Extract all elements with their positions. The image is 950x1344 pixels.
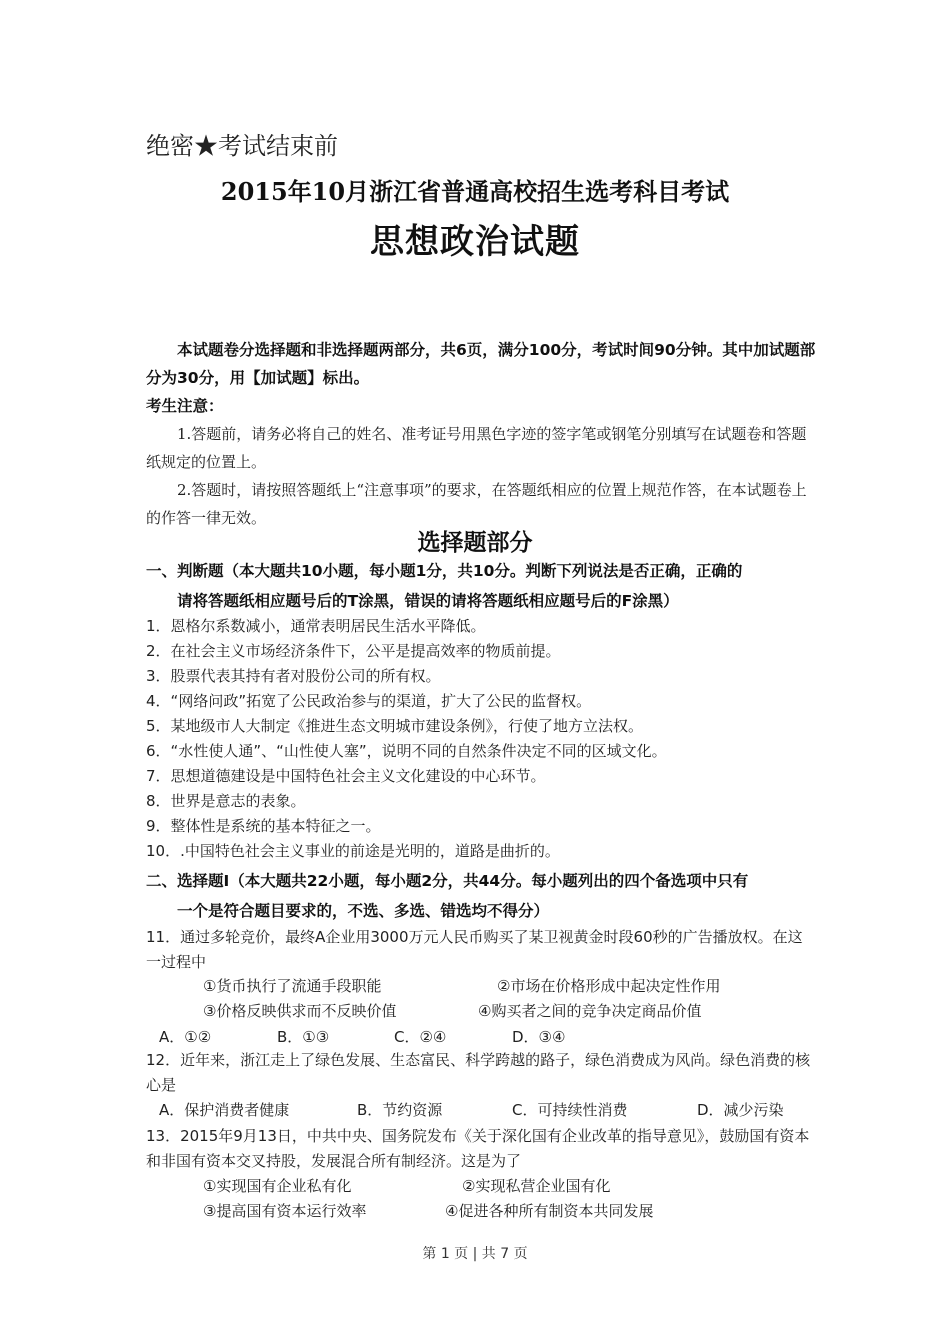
part2-heading-line2: 一个是符合题目要求的，不选、多选、错选均不得分） (177, 902, 550, 920)
question-2: 2．在社会主义市场经济条件下，公平是提高效率的物质前提。 (146, 642, 561, 660)
part2-heading (146, 866, 816, 926)
q11-option-b: B．①③ (277, 1028, 330, 1046)
q13-statement-2: ②实现私营企业国有化 (462, 1177, 611, 1195)
question-4: 4．“网络问政”拓宽了公民政治参与的渠道，扩大了公民的监督权。 (146, 692, 592, 710)
q13-statement-4: ④促进各种所有制资本共同发展 (445, 1202, 654, 1220)
exam-intro (146, 336, 816, 420)
notice-item: 2.答题时，请按照答题纸上“注意事项”的要求，在答题纸相应的位置上规范作答，在本试题卷上的作答一律无效。 (146, 481, 807, 527)
page-footer: 第 1 页 | 共 7 页 (422, 1246, 528, 1262)
section-title: 选择题部分 (417, 530, 533, 556)
secret-mark: 绝密★考试结束前 (146, 132, 338, 160)
question-6: 6．“水性使人通”、“山性使人塞”，说明不同的自然条件决定不同的区域文化。 (146, 742, 667, 760)
question-11-stem: 11．通过多轮竞价，最终A企业用3000万元人民币购买了某卫视黄金时段60秒的广告播放权。在这一过程中 (146, 928, 803, 971)
q13-statement-1: ①实现国有企业私有化 (203, 1177, 352, 1195)
q12-option-c: C．可持续性消费 (512, 1101, 628, 1119)
q11-statement-4: ④购买者之间的竞争决定商品价值 (478, 1002, 702, 1020)
q11-statement-1: ①货币执行了流通手段职能 (203, 977, 382, 995)
intro-text: 本试题卷分选择题和非选择题两部分，共6页，满分100分，考试时间90分钟。其中加试题部分为30分，用【加试题】标出。 (146, 341, 816, 387)
part2-heading-line1: 二、选择题Ⅰ（本大题共22小题，每小题2分，共44分。每小题列出的四个备选项中只有 (146, 872, 749, 890)
q11-option-d: D．③④ (512, 1028, 566, 1046)
question-13-stem: 13．2015年9月13日，中共中央、国务院发布《关于深化国有企业改革的指导意见》，鼓励国有资本和非国有资本交叉持股，发展混合所有制经济。这是为了 (146, 1127, 810, 1170)
question-9: 9．整体性是系统的基本特征之一。 (146, 817, 381, 835)
q12-option-b: B．节约资源 (357, 1101, 443, 1119)
q12-option-d: D．减少污染 (697, 1101, 784, 1119)
notice-label: 考生注意： (146, 397, 224, 415)
notice-list (146, 420, 816, 532)
exam-title: 2015年10月浙江省普通高校招生选考科目考试 (220, 177, 730, 206)
part1-heading (146, 556, 816, 616)
subject-title: 思想政治试题 (370, 222, 580, 262)
notice-item: 1.答题前，请务必将自己的姓名、准考证号用黑色字迹的签字笔或钢笔分别填写在试题卷和答题纸规定的位置上。 (146, 425, 807, 471)
question-3: 3．股票代表其持有者对股份公司的所有权。 (146, 667, 441, 685)
part1-heading-line1: 一、判断题（本大题共10小题，每小题1分，共10分。判断下列说法是否正确，正确的 (146, 562, 743, 580)
question-10: 10．.中国特色社会主义事业的前途是光明的，道路是曲折的。 (146, 842, 560, 860)
question-12-stem: 12．近年来，浙江走上了绿色发展、生态富民、科学跨越的路子，绿色消费成为风尚。绿色消费的核心是 (146, 1051, 811, 1094)
question-1: 1．恩格尔系数减小，通常表明居民生活水平降低。 (146, 617, 486, 635)
question-5: 5．某地级市人大制定《推进生态文明城市建设条例》，行使了地方立法权。 (146, 717, 644, 735)
q11-statement-2: ②市场在价格形成中起决定性作用 (497, 977, 721, 995)
q11-option-c: C．②④ (394, 1028, 447, 1046)
q12-option-a: A．保护消费者健康 (159, 1101, 290, 1119)
question-7: 7．思想道德建设是中国特色社会主义文化建设的中心环节。 (146, 767, 546, 785)
q13-statement-3: ③提高国有资本运行效率 (203, 1202, 367, 1220)
q11-option-a: A．①② (159, 1028, 212, 1046)
part1-heading-line2: 请将答题纸相应题号后的T涂黑，错误的请将答题纸相应题号后的F涂黑） (177, 592, 679, 610)
q11-statement-3: ③价格反映供求而不反映价值 (203, 1002, 397, 1020)
question-8: 8．世界是意志的表象。 (146, 792, 306, 810)
